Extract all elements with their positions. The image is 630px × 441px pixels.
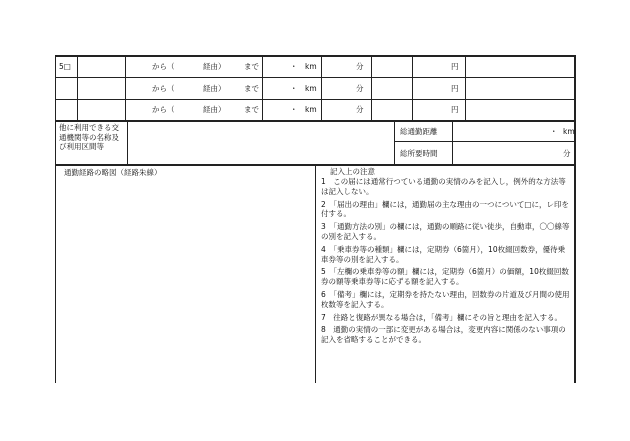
col-divider: [412, 55, 413, 120]
note-item: 1 この届には通常行つている通勤の実情のみを記入し，例外的な方法等は記入しない。: [321, 177, 566, 196]
col-divider: [371, 55, 372, 120]
yen-unit: 円: [451, 62, 459, 71]
notes-title: 記入上の注意: [330, 167, 375, 176]
col-divider: [394, 120, 395, 164]
total-distance-dot: ・: [550, 127, 558, 136]
from-label: から（: [152, 105, 175, 114]
km-unit: km: [305, 105, 317, 114]
decimal-point: ・: [290, 84, 298, 93]
decimal-point: ・: [290, 62, 298, 71]
total-time-unit: 分: [563, 149, 571, 158]
col-divider: [321, 55, 322, 120]
total-distance-label: 総通勤距離: [400, 127, 438, 136]
col-divider: [127, 120, 128, 164]
notes-panel: [321, 167, 572, 345]
decimal-point: ・: [290, 105, 298, 114]
route-map-label: 通勤経路の略図（経路朱線）: [64, 168, 162, 177]
border-right: [574, 55, 576, 383]
commute-form-table: [55, 55, 575, 383]
total-distance-unit: km: [563, 127, 575, 136]
note-item: 6 「備考」欄には，定期券を持たない理由，回数券の片道及び月間の使用枚数等を記入する。: [321, 289, 570, 309]
row-divider: [55, 77, 575, 78]
note-item: 7 往路と復路が異なる場合は，「備考」欄にその旨と理由を記入する。: [321, 312, 563, 322]
note-item: 2 「届出の理由」欄には，通勤届の主な理由の一つについて□に，レ印を付する。: [321, 199, 569, 219]
total-time-label: 総所要時間: [400, 149, 438, 158]
via-label: 経由）: [203, 105, 226, 114]
border-top: [55, 55, 575, 57]
row-divider: [55, 120, 575, 122]
col-divider: [465, 55, 466, 120]
minutes-unit: 分: [356, 105, 364, 114]
via-label: 経由）: [203, 62, 226, 71]
note-item: 5 「左欄の乗車券等の額」欄には，定期券（6箇月）の価額，10枚綴回数券の額等乗車券等に応ずる額を記入する。: [321, 267, 569, 287]
from-label: から（: [152, 62, 175, 71]
note-item: 3 「通勤方法の別」の欄には，通勤の順路に従い徒歩，自動車，〇〇線等の別を記入する。: [321, 222, 570, 241]
via-label: 経由）: [203, 84, 226, 93]
total-divider: [394, 141, 575, 142]
border-left: [55, 55, 56, 383]
other-transport-label: 他に利用できる交通機関等の名称及び利用区間等: [59, 123, 119, 151]
col-divider: [77, 55, 78, 120]
minutes-unit: 分: [356, 84, 364, 93]
col-divider: [452, 120, 453, 164]
row-divider: [55, 99, 575, 100]
to-label: まで: [244, 84, 259, 93]
col-divider: [125, 55, 126, 120]
to-label: まで: [244, 62, 259, 71]
note-item: 8 通勤の実情の一部に変更がある場合は，変更内容に関係のない事項の記入を省略することができる。: [321, 325, 566, 345]
note-item: 4 「乗車券等の種類」欄には，定期券（6箇月），10枚綴回数券，優待乗車券等の別を記入する。: [321, 244, 566, 264]
minutes-unit: 分: [356, 62, 364, 71]
yen-unit: 円: [451, 105, 459, 114]
yen-unit: 円: [451, 84, 459, 93]
row-number: 5□: [59, 62, 71, 71]
km-unit: km: [305, 84, 317, 93]
to-label: まで: [244, 105, 259, 114]
km-unit: km: [305, 62, 317, 71]
from-label: から（: [152, 84, 175, 93]
col-divider: [262, 55, 263, 120]
notes-divider: [315, 164, 316, 383]
